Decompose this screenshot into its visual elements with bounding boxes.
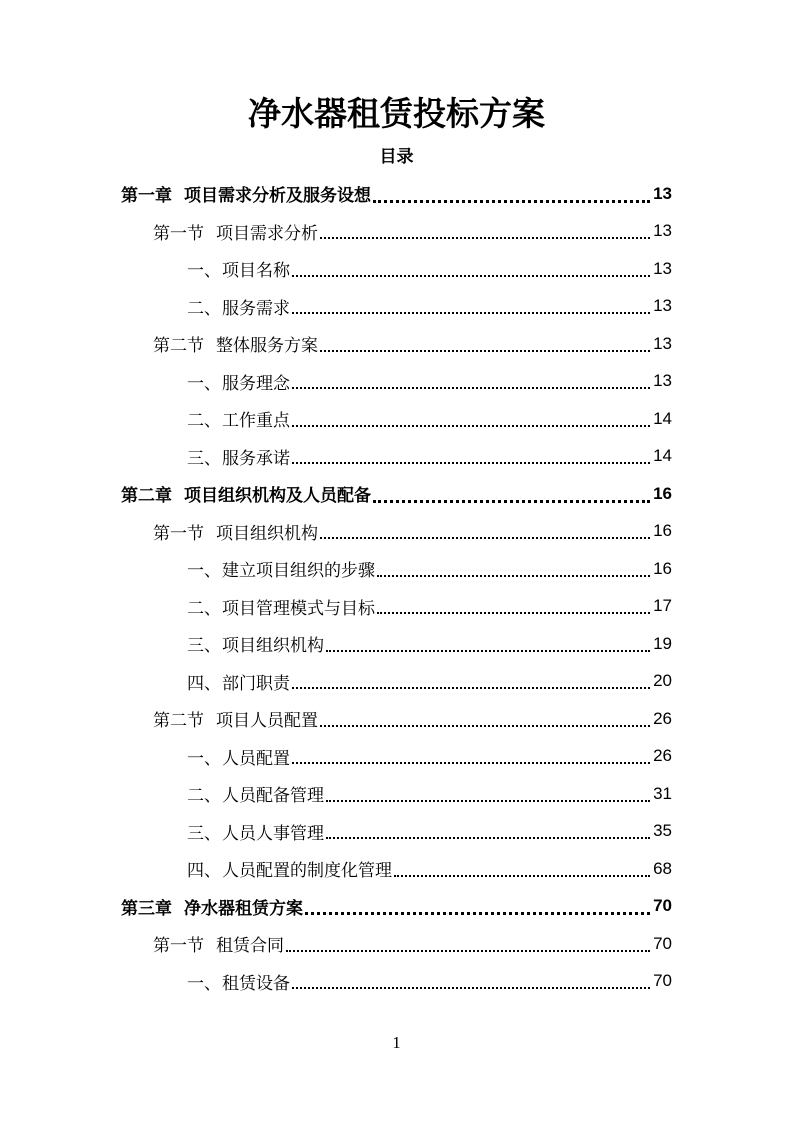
- toc-entry-number: 二、: [187, 786, 221, 807]
- toc-entry-number: 第一节: [153, 523, 204, 544]
- toc-dot-leader: [326, 649, 650, 652]
- toc-entry[interactable]: [0, 513, 793, 551]
- toc-dot-leader: [292, 424, 650, 427]
- toc-entry-page: 13: [653, 371, 672, 391]
- toc-entry-label: 人员配置的制度化管理: [222, 861, 392, 882]
- document-title: 净水器租赁投标方案: [248, 94, 545, 133]
- toc-entry[interactable]: [0, 925, 793, 963]
- toc-entry-number: 第二章: [121, 486, 172, 507]
- table-of-contents: [0, 175, 793, 1000]
- toc-dot-leader: [326, 836, 650, 839]
- toc-dot-leader: [320, 724, 650, 727]
- toc-entry-number: 第一节: [153, 936, 204, 957]
- toc-entry-number: 二、: [187, 598, 221, 619]
- toc-entry-label: 整体服务方案: [216, 336, 318, 357]
- toc-entry-number: 第三章: [121, 898, 172, 919]
- toc-entry-number: 四、: [187, 861, 221, 882]
- toc-entry-label: 净水器租赁方案: [184, 898, 303, 919]
- toc-dot-leader: [394, 874, 650, 877]
- toc-entry[interactable]: [0, 250, 793, 288]
- toc-heading: 目录: [379, 147, 414, 167]
- toc-dot-leader: [292, 761, 650, 764]
- toc-entry-label: 人员配备管理: [222, 786, 324, 807]
- toc-dot-leader: [292, 274, 650, 277]
- toc-entry[interactable]: [0, 175, 793, 213]
- toc-entry-page: 35: [653, 821, 672, 841]
- toc-entry-page: 13: [653, 296, 672, 316]
- toc-entry-page: 70: [653, 896, 672, 916]
- toc-entry-label: 服务理念: [222, 373, 290, 394]
- toc-entry-label: 项目人员配置: [216, 711, 318, 732]
- toc-entry[interactable]: [0, 400, 793, 438]
- toc-entry-label: 项目名称: [222, 261, 290, 282]
- toc-entry-label: 租赁设备: [222, 973, 290, 994]
- toc-entry[interactable]: [0, 813, 793, 851]
- toc-entry-page: 68: [653, 858, 672, 878]
- toc-entry-page: 13: [653, 333, 672, 353]
- toc-dot-leader: [320, 349, 650, 352]
- toc-dot-leader: [320, 236, 650, 239]
- toc-entry-number: 第一章: [121, 186, 172, 207]
- toc-entry-number: 三、: [187, 448, 221, 469]
- toc-entry-number: 一、: [187, 373, 221, 394]
- toc-dot-leader: [373, 499, 650, 503]
- toc-dot-leader: [286, 949, 650, 952]
- toc-entry-page: 70: [653, 933, 672, 953]
- toc-entry-label: 项目组织机构及人员配备: [184, 486, 371, 507]
- toc-entry[interactable]: [0, 475, 793, 513]
- toc-entry[interactable]: [0, 738, 793, 776]
- toc-entry-label: 建立项目组织的步骤: [222, 561, 375, 582]
- toc-dot-leader: [377, 611, 650, 614]
- toc-entry-page: 16: [653, 483, 672, 503]
- toc-entry-label: 项目需求分析及服务设想: [184, 186, 371, 207]
- toc-entry[interactable]: [0, 850, 793, 888]
- toc-entry-page: 26: [653, 708, 672, 728]
- toc-entry-label: 项目组织机构: [216, 523, 318, 544]
- toc-entry-label: 项目管理模式与目标: [222, 598, 375, 619]
- toc-dot-leader: [320, 536, 650, 539]
- toc-entry-number: 一、: [187, 973, 221, 994]
- toc-entry[interactable]: [0, 213, 793, 251]
- toc-entry-number: 一、: [187, 261, 221, 282]
- toc-entry-label: 项目组织机构: [222, 636, 324, 657]
- toc-entry[interactable]: [0, 700, 793, 738]
- toc-dot-leader: [292, 311, 650, 314]
- toc-dot-leader: [292, 986, 650, 989]
- toc-entry-number: 一、: [187, 748, 221, 769]
- toc-entry-page: 16: [653, 558, 672, 578]
- toc-entry-label: 租赁合同: [216, 936, 284, 957]
- toc-entry[interactable]: [0, 438, 793, 476]
- page-number: 1: [392, 1033, 401, 1052]
- toc-entry-number: 二、: [187, 298, 221, 319]
- toc-entry-number: 第一节: [153, 223, 204, 244]
- toc-dot-leader: [292, 686, 650, 689]
- toc-entry[interactable]: [0, 888, 793, 926]
- toc-entry-label: 工作重点: [222, 411, 290, 432]
- toc-dot-leader: [326, 799, 650, 802]
- toc-entry[interactable]: [0, 663, 793, 701]
- toc-entry[interactable]: [0, 775, 793, 813]
- toc-entry-page: 13: [653, 221, 672, 241]
- toc-entry-number: 一、: [187, 561, 221, 582]
- toc-dot-leader: [292, 461, 650, 464]
- toc-entry[interactable]: [0, 325, 793, 363]
- toc-entry-label: 部门职责: [222, 673, 290, 694]
- toc-entry-number: 三、: [187, 636, 221, 657]
- toc-entry-page: 19: [653, 633, 672, 653]
- toc-entry[interactable]: [0, 963, 793, 1001]
- toc-entry-page: 17: [653, 596, 672, 616]
- toc-entry-number: 二、: [187, 411, 221, 432]
- toc-entry-label: 服务承诺: [222, 448, 290, 469]
- toc-entry[interactable]: [0, 363, 793, 401]
- toc-entry-page: 70: [653, 971, 672, 991]
- toc-dot-leader: [292, 386, 650, 389]
- toc-entry-page: 14: [653, 446, 672, 466]
- toc-entry[interactable]: [0, 288, 793, 326]
- toc-entry-page: 31: [653, 783, 672, 803]
- toc-entry-number: 三、: [187, 823, 221, 844]
- toc-entry-number: 第二节: [153, 336, 204, 357]
- toc-entry[interactable]: [0, 588, 793, 626]
- toc-entry-page: 26: [653, 746, 672, 766]
- toc-dot-leader: [373, 199, 650, 203]
- toc-dot-leader: [305, 911, 650, 915]
- toc-entry-label: 项目需求分析: [216, 223, 318, 244]
- toc-entry-page: 16: [653, 521, 672, 541]
- toc-entry-label: 服务需求: [222, 298, 290, 319]
- toc-entry[interactable]: [0, 625, 793, 663]
- toc-dot-leader: [377, 574, 650, 577]
- toc-entry-number: 第二节: [153, 711, 204, 732]
- toc-entry-label: 人员人事管理: [222, 823, 324, 844]
- toc-entry-page: 13: [653, 183, 672, 203]
- toc-entry-page: 13: [653, 258, 672, 278]
- toc-entry-page: 20: [653, 671, 672, 691]
- toc-entry-number: 四、: [187, 673, 221, 694]
- toc-entry[interactable]: [0, 550, 793, 588]
- toc-entry-label: 人员配置: [222, 748, 290, 769]
- toc-entry-page: 14: [653, 408, 672, 428]
